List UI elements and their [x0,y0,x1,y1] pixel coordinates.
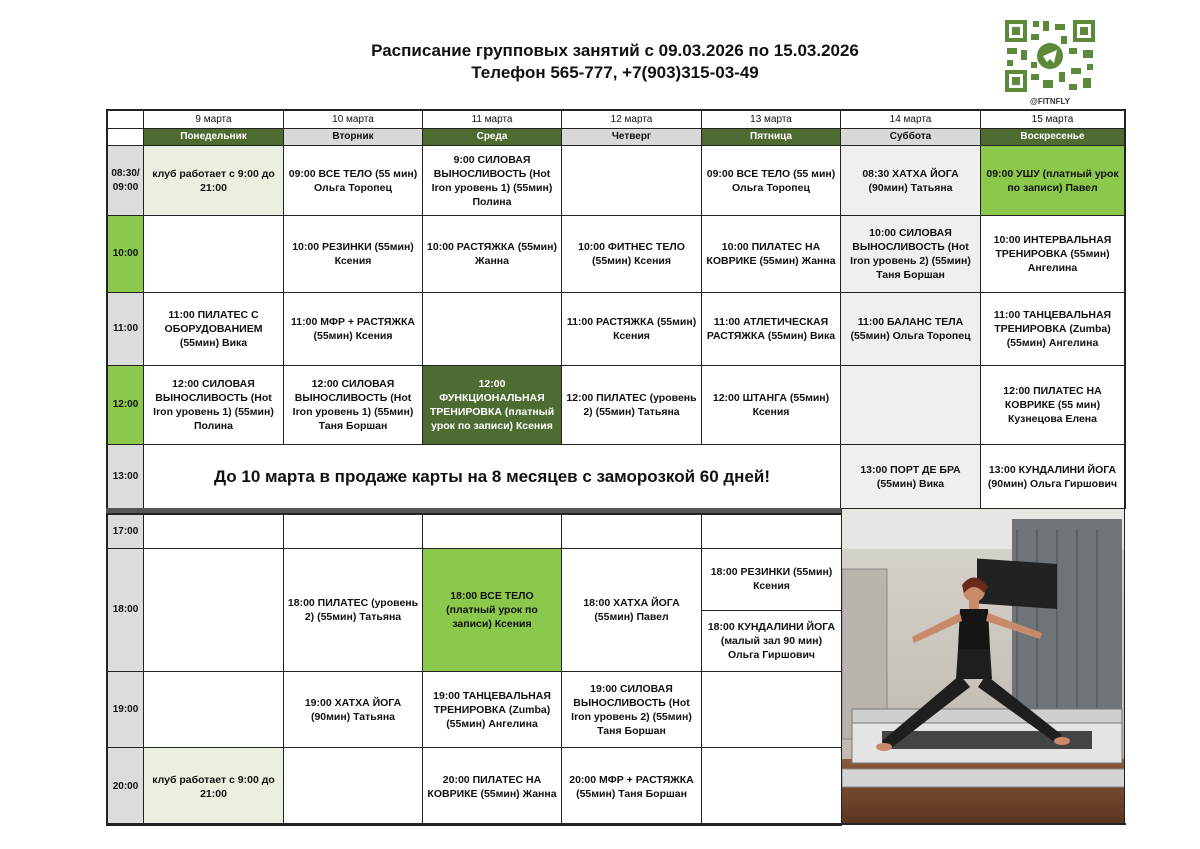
class-cell: 12:00 ПИЛАТЕС НА КОВРИКЕ (55 мин) Кузнецова Елена [981,366,1126,445]
time-1200: 12:00 [108,366,144,445]
class-cell: 11:00 ПИЛАТЕС С ОБОРУДОВАНИЕМ (55мин) Вика [144,293,284,366]
class-cell: 10:00 ИНТЕРВАЛЬНАЯ ТРЕНИРОВКА (55мин) Ангелина [981,216,1126,293]
class-cell: клуб работает с 9:00 до 21:00 [144,748,284,826]
class-cell [702,515,842,549]
class-cell: 10:00 СИЛОВАЯ ВЫНОСЛИВОСТЬ (Hot Iron уровень 2) (55мин) Таня Боршан [841,216,981,293]
class-cell [702,748,842,826]
class-cell [423,293,562,366]
date-fri: 13 марта [702,111,841,129]
class-cell [144,515,284,549]
evening-schedule-table [106,513,842,826]
class-cell [562,146,702,216]
time-0830: 08:30/ 09:00 [108,146,144,216]
class-cell [702,672,842,748]
class-cell: 18:00 ХАТХА ЙОГА (55мин) Павел [562,549,702,672]
class-cell [562,515,702,549]
date-wed: 11 марта [423,111,562,129]
class-cell [144,216,284,293]
class-cell: 12:00 ПИЛАТЕС (уровень 2) (55мин) Татьяна [562,366,702,445]
class-cell: 09:00 ВСЕ ТЕЛО (55 мин) Ольга Торопец [702,146,841,216]
time-1900: 19:00 [108,672,144,748]
class-cell: 18:00 КУНДАЛИНИ ЙОГА (малый зал 90 мин) Ольга Гиршович [702,610,841,672]
class-cell: клуб работает с 9:00 до 21:00 [144,146,284,216]
class-cell: 9:00 СИЛОВАЯ ВЫНОСЛИВОСТЬ (Hot Iron уровень 1) (55мин) Полина [423,146,562,216]
corner-cell [108,111,144,129]
class-cell: 12:00 СИЛОВАЯ ВЫНОСЛИВОСТЬ (Hot Iron уровень 1) (55мин) Полина [144,366,284,445]
qr-code-icon [1003,18,1097,94]
class-cell: 18:00 ВСЕ ТЕЛО (платный урок по записи) Ксения [423,549,562,672]
class-cell: 12:00 ШТАНГА (55мин) Ксения [702,366,841,445]
day-mon: Понедельник [144,129,284,146]
class-cell: 10:00 РАСТЯЖКА (55мин) Жанна [423,216,562,293]
schedule-header [300,40,930,84]
class-cell: 13:00 ПОРТ ДЕ БРА (55мин) Вика [841,445,981,509]
class-cell [144,672,284,748]
class-cell: 13:00 КУНДАЛИНИ ЙОГА (90мин) Ольга Гиршович [981,445,1126,509]
class-cell: 20:00 МФР + РАСТЯЖКА (55мин) Таня Боршан [562,748,702,826]
promo-banner: До 10 марта в продаже карты на 8 месяцев с заморозкой 60 дней! [144,445,841,509]
class-cell: 09:00 УШУ (платный урок по записи) Павел [981,146,1126,216]
day-sun: Воскресенье [981,129,1126,146]
class-cell: 18:00 ПИЛАТЕС (уровень 2) (55мин) Татьяна [284,549,423,672]
class-cell: 11:00 ТАНЦЕВАЛЬНАЯ ТРЕНИРОВКА (Zumba) (55мин) Ангелина [981,293,1126,366]
class-cell: 12:00 СИЛОВАЯ ВЫНОСЛИВОСТЬ (Hot Iron уровень 1) (55мин) Таня Боршан [284,366,423,445]
date-sat: 14 марта [841,111,981,129]
morning-schedule-table [106,109,1126,509]
class-cell: 11:00 МФР + РАСТЯЖКА (55мин) Ксения [284,293,423,366]
day-thu: Четверг [562,129,702,146]
split-class-cell [702,549,842,672]
class-cell [423,515,562,549]
time-1300: 13:00 [108,445,144,509]
date-tue: 10 марта [284,111,423,129]
day-sat: Суббота [841,129,981,146]
class-cell: 11:00 АТЛЕТИЧЕСКАЯ РАСТЯЖКА (55мин) Вика [702,293,841,366]
date-thu: 12 марта [562,111,702,129]
class-cell: 19:00 ТАНЦЕВАЛЬНАЯ ТРЕНИРОВКА (Zumba) (55мин) Ангелина [423,672,562,748]
date-sun: 15 марта [981,111,1126,129]
class-cell: 19:00 ХАТХА ЙОГА (90мин) Татьяна [284,672,423,748]
day-fri: Пятница [702,129,841,146]
corner-cell [108,129,144,146]
time-2000: 20:00 [108,748,144,826]
date-mon: 9 марта [144,111,284,129]
class-cell [841,366,981,445]
class-cell: 18:00 РЕЗИНКИ (55мин) Ксения [710,566,833,593]
class-cell: 10:00 РЕЗИНКИ (55мин) Ксения [284,216,423,293]
class-cell [284,515,423,549]
time-1800: 18:00 [108,549,144,672]
evening-border [106,823,1126,825]
class-cell: 11:00 БАЛАНС ТЕЛА (55мин) Ольга Торопец [841,293,981,366]
class-cell: 10:00 ПИЛАТЕС НА КОВРИКЕ (55мин) Жанна [702,216,841,293]
class-cell: 19:00 СИЛОВАЯ ВЫНОСЛИВОСТЬ (Hot Iron уровень 2) (55мин) Таня Боршан [562,672,702,748]
day-tue: Вторник [284,129,423,146]
class-cell: 11:00 РАСТЯЖКА (55мин) Ксения [562,293,702,366]
class-cell: 10:00 ФИТНЕС ТЕЛО (55мин) Ксения [562,216,702,293]
class-cell [144,549,284,672]
class-cell: 12:00 ФУНКЦИОНАЛЬНАЯ ТРЕНИРОВКА (платный урок по записи) Ксения [423,366,562,445]
phone-line: Телефон 565-777, +7(903)315-03-49 [471,63,759,82]
class-cell: 20:00 ПИЛАТЕС НА КОВРИКЕ (55мин) Жанна [423,748,562,826]
time-1700: 17:00 [108,515,144,549]
class-cell: 08:30 ХАТХА ЙОГА (90мин) Татьяна [841,146,981,216]
time-1000: 10:00 [108,216,144,293]
class-cell [284,748,423,826]
time-1100: 11:00 [108,293,144,366]
promo-photo [841,508,1125,824]
schedule-title: Расписание групповых занятий с 09.03.2026 по 15.03.2026 [371,41,859,60]
day-wed: Среда [423,129,562,146]
class-cell: 09:00 ВСЕ ТЕЛО (55 мин) Ольга Торопец [284,146,423,216]
qr-handle: @FITNFLY [1030,97,1070,106]
